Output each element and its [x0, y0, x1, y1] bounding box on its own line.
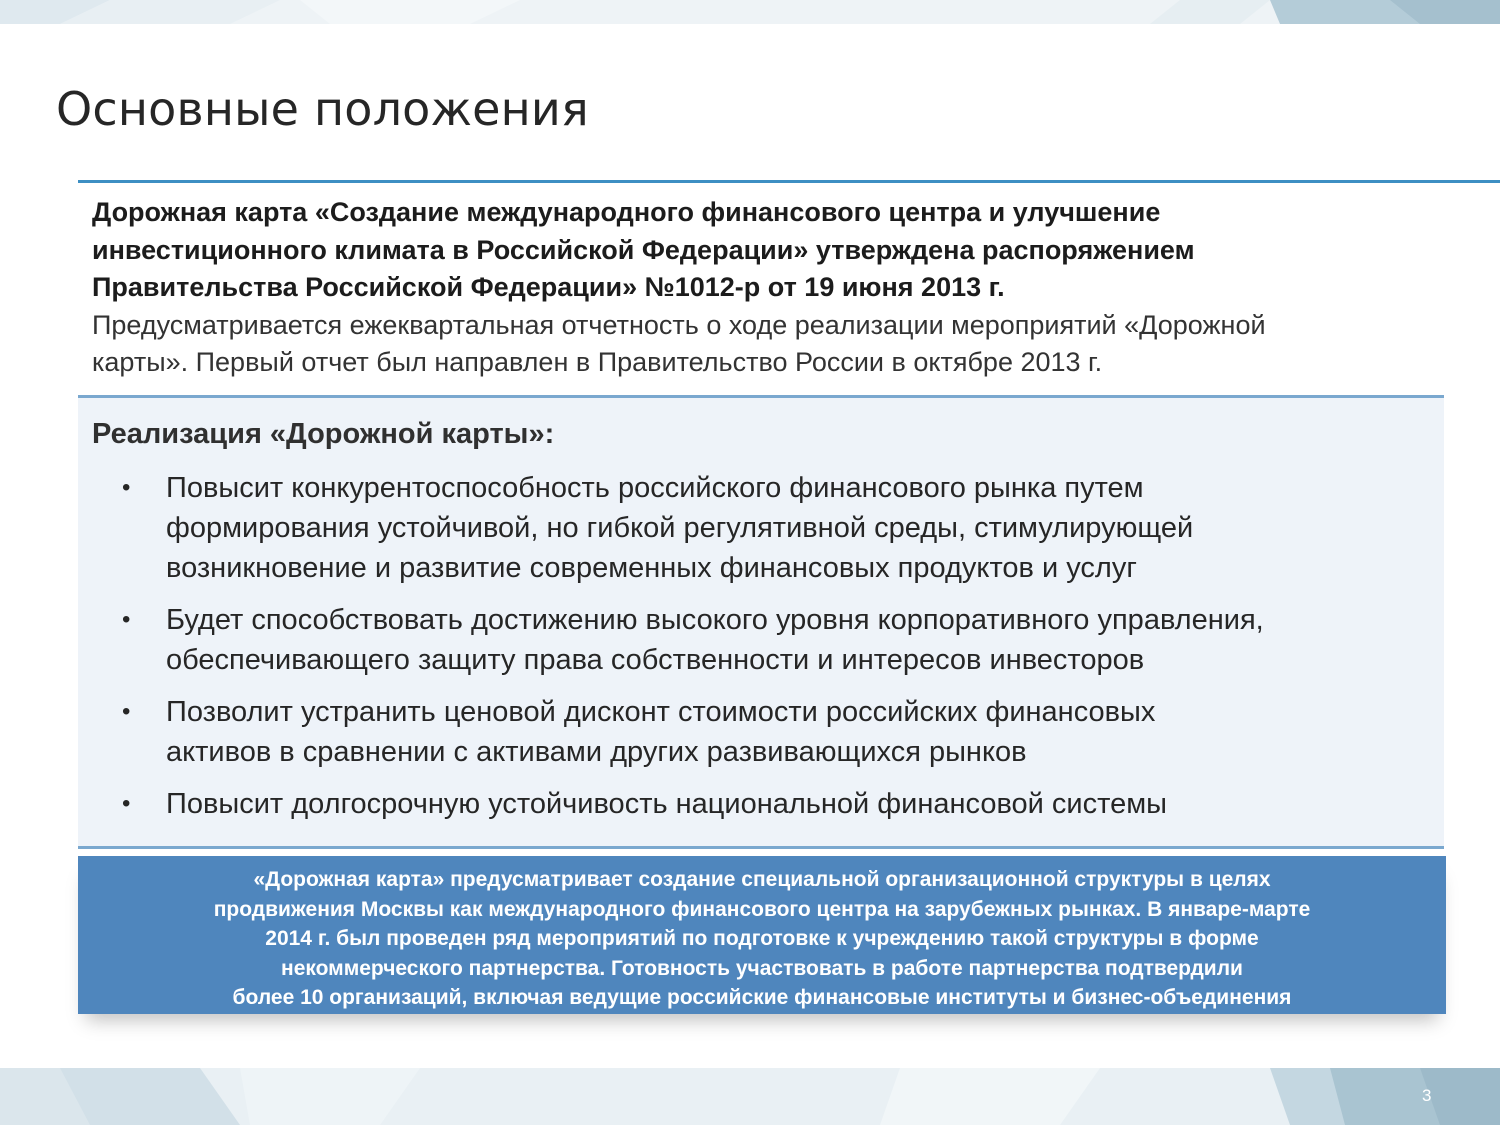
bullet-dot-icon: •: [122, 790, 131, 817]
callout-line: более 10 организаций, включая ведущие российские финансовые институты и бизнес-объединения: [232, 986, 1292, 1009]
callout-line: «Дорожная карта» предусматривает создание специальной организационной структуры в целях: [253, 868, 1271, 891]
bullet-line: обеспечивающего защиту права собственности и интересов инвесторов: [166, 644, 1145, 676]
bullet-item: [78, 600, 1446, 680]
bullet-line: Повысит конкурентоспособность российского финансового рынка путем: [166, 472, 1144, 504]
callout-box: [78, 856, 1446, 1014]
bullet-item: [78, 692, 1446, 772]
bullet-line: Будет способствовать достижению высокого уровня корпоративного управления,: [166, 604, 1264, 636]
bullet-item: [78, 468, 1446, 588]
intro-bold-line: Дорожная карта «Создание международного финансового центра и улучшение: [92, 197, 1161, 227]
implementation-bullet-list: [78, 468, 1446, 824]
top-band-graphic: [0, 0, 1500, 24]
bullet-line: формирования устойчивой, но гибкой регулятивной среды, стимулирующей: [166, 512, 1194, 544]
implementation-heading: Реализация «Дорожной карты»:: [92, 418, 555, 450]
intro-bold-line: инвестиционного климата в Российской Федерации» утверждена распоряжением: [92, 234, 1195, 265]
intro-normal-line: карты». Первый отчет был направлен в Правительство России в октябре 2013 г.: [92, 347, 1103, 377]
page-number: 3: [1422, 1086, 1432, 1105]
callout-line: некоммерческого партнерства. Готовность участвовать в работе партнерства подтвердили: [281, 956, 1243, 980]
bullet-dot-icon: •: [122, 606, 131, 633]
callout-line: продвижения Москвы как международного финансового центра на зарубежных рынках. В январе-марте: [213, 897, 1311, 921]
implementation-panel: [78, 395, 1444, 849]
bottom-band-graphic: [0, 1068, 1500, 1125]
top-decorative-band: [0, 0, 1500, 24]
bullet-line: активов в сравнении с активами других развивающихся рынков: [166, 736, 1027, 768]
title-divider: [78, 180, 1500, 183]
intro-text: [92, 194, 1472, 382]
slide-title: Основные положения: [56, 82, 589, 136]
bullet-line: возникновение и развитие современных финансовых продуктов и услуг: [166, 552, 1137, 584]
bullet-line: Позволит устранить ценовой дисконт стоимости российских финансовых: [166, 696, 1156, 728]
callout-text: [98, 865, 1426, 1013]
intro-bold-line: Правительства Российской Федерации» №1012-р от 19 июня 2013 г.: [92, 272, 1005, 302]
callout-line: 2014 г. был проведен ряд мероприятий по подготовке к учреждению такой структуры в форме: [265, 927, 1259, 950]
intro-normal-line: Предусматривается ежеквартальная отчетность о ходе реализации мероприятий «Дорожной: [92, 309, 1266, 340]
bottom-decorative-band: [0, 1068, 1500, 1125]
bullet-item: [78, 784, 1446, 824]
bullet-line: Повысит долгосрочную устойчивость национальной финансовой системы: [166, 788, 1167, 820]
bullet-dot-icon: •: [122, 698, 131, 725]
bullet-dot-icon: •: [122, 474, 131, 501]
